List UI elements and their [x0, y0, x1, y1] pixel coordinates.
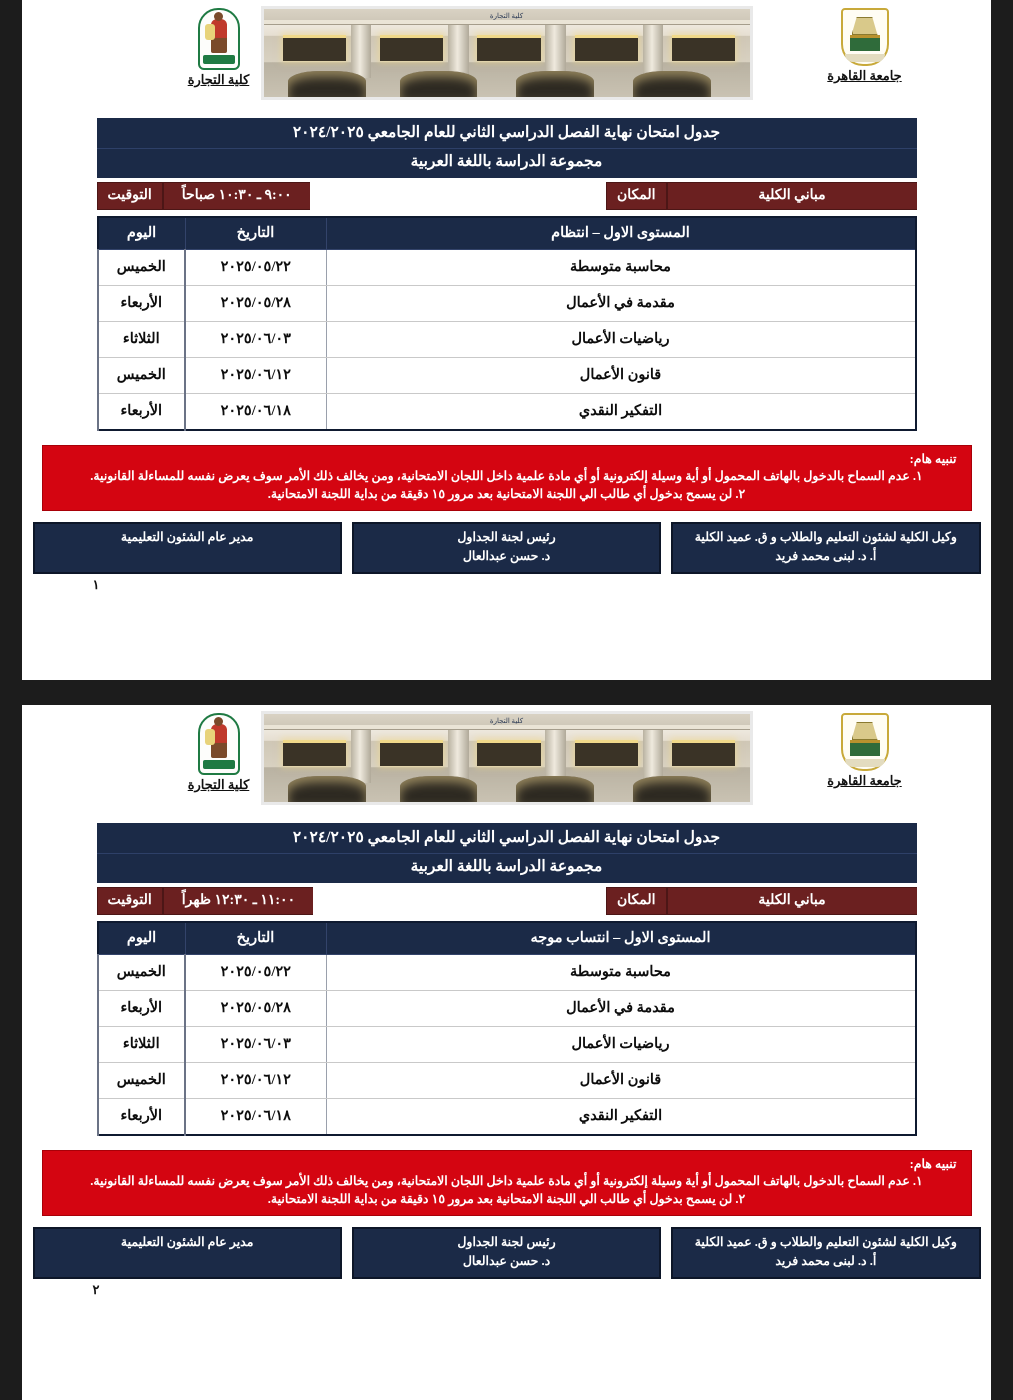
cell-date: ٢٠٢٥/٠٥/٢٨ — [185, 990, 326, 1026]
table-row — [98, 1026, 916, 1062]
cell-subject: التفكير النقدي — [326, 393, 916, 430]
cell-date: ٢٠٢٥/٠٥/٢٢ — [185, 249, 326, 285]
table-header-row — [98, 922, 916, 955]
commerce-emblem-icon — [198, 713, 240, 775]
cell-date: ٢٠٢٥/٠٦/٠٣ — [185, 321, 326, 357]
place-value: مباني الكلية — [667, 182, 917, 210]
cell-subject: مقدمة في الأعمال — [326, 990, 916, 1026]
faculty-logo-caption: كلية التجارة — [187, 777, 250, 792]
column-header-date: التاريخ — [185, 217, 326, 250]
cell-day: الخميس — [98, 357, 186, 393]
signature-name: أ. د. لبنى محمد فريد — [775, 548, 877, 563]
column-header-subject: المستوى الاول – انتساب موجه — [326, 922, 916, 955]
cairo-university-logo — [805, 713, 925, 789]
meta-row-page-1 — [97, 182, 917, 210]
signature-name: د. حسن عبدالعال — [462, 548, 551, 563]
notice-item-1: ١. عدم السماح بالدخول بالهاتف المحمول أو أية وسيلة إلكترونية أو أي مادة علمية داخل اللجان الامتحانية، ومن يخالف ذلك الأمر سوف يعرض نفسه للمساءلة القانونية. — [90, 1173, 923, 1188]
time-group-page-2 — [97, 887, 314, 915]
page-number-2: ٢ — [92, 1281, 100, 1297]
table-row — [98, 1098, 916, 1135]
place-group-page-2 — [606, 887, 917, 915]
cell-day: الأربعاء — [98, 990, 186, 1026]
cell-date: ٢٠٢٥/٠٦/٠٣ — [185, 1026, 326, 1062]
document-page-2 — [22, 705, 991, 1400]
cell-date: ٢٠٢٥/٠٦/١٢ — [185, 1062, 326, 1098]
cell-date: ٢٠٢٥/٠٦/١٨ — [185, 393, 326, 430]
signature-block-education-affairs — [33, 522, 342, 574]
table-row — [98, 249, 916, 285]
table-header-row — [98, 217, 916, 250]
notice-title: تنبيه هام: — [909, 1156, 957, 1171]
cell-date: ٢٠٢٥/٠٦/١٨ — [185, 1098, 326, 1135]
signature-block-vice-dean — [671, 522, 980, 574]
place-group-page-1 — [606, 182, 917, 210]
notice-title: تنبيه هام: — [909, 451, 957, 466]
schedule-table-wrapper-page-1 — [97, 216, 917, 431]
cell-subject: التفكير النقدي — [326, 1098, 916, 1135]
university-logo-caption: جامعة القاهرة — [827, 68, 902, 83]
exam-title-line-1: جدول امتحان نهاية الفصل الدراسي الثاني للعام الجامعي ٢٠٢٤/٢٠٢٥ — [97, 118, 917, 148]
time-group-page-1 — [97, 182, 310, 210]
table-body-page-2 — [98, 954, 916, 1135]
table-row — [98, 954, 916, 990]
meta-spacer — [313, 887, 606, 915]
title-banner-page-2 — [97, 823, 917, 883]
signature-block-schedules-committee — [352, 522, 661, 574]
cell-subject: محاسبة متوسطة — [326, 249, 916, 285]
cell-date: ٢٠٢٥/٠٥/٢٢ — [185, 954, 326, 990]
cell-subject: قانون الأعمال — [326, 1062, 916, 1098]
signature-role: وكيل الكلية لشئون التعليم والطلاب و ق. عميد الكلية — [694, 530, 957, 544]
exam-title-line-2: مجموعة الدراسة باللغة العربية — [97, 148, 917, 177]
place-label: المكان — [606, 182, 667, 210]
meta-row-page-2 — [97, 887, 917, 915]
signature-role: رئيس لجنة الجداول — [457, 530, 556, 544]
cell-subject: قانون الأعمال — [326, 357, 916, 393]
signature-block-education-affairs — [33, 1227, 342, 1279]
university-shield-icon — [841, 713, 889, 771]
cell-day: الأربعاء — [98, 285, 186, 321]
signature-block-schedules-committee — [352, 1227, 661, 1279]
cell-day: الخميس — [98, 1062, 186, 1098]
signature-name: د. حسن عبدالعال — [462, 1253, 551, 1268]
schedule-table-wrapper-page-2 — [97, 921, 917, 1136]
page-number-1: ١ — [92, 576, 100, 592]
table-row — [98, 285, 916, 321]
faculty-building-photo — [261, 6, 753, 100]
time-label: التوقيت — [97, 887, 163, 915]
cell-day: الخميس — [98, 249, 186, 285]
column-header-day: اليوم — [98, 922, 186, 955]
university-shield-icon — [841, 8, 889, 66]
exam-title-line-2: مجموعة الدراسة باللغة العربية — [97, 853, 917, 882]
column-header-subject: المستوى الاول – انتظام — [326, 217, 916, 250]
cell-day: الأربعاء — [98, 1098, 186, 1135]
place-label: المكان — [606, 887, 667, 915]
signature-bar-page-2 — [33, 1227, 981, 1279]
table-row — [98, 1062, 916, 1098]
cell-subject: رياضيات الأعمال — [326, 1026, 916, 1062]
meta-spacer — [310, 182, 606, 210]
building-facade-sign: كلية التجارة — [489, 716, 524, 725]
table-row — [98, 990, 916, 1026]
cell-subject: محاسبة متوسطة — [326, 954, 916, 990]
column-header-date: التاريخ — [185, 922, 326, 955]
exam-title-line-1: جدول امتحان نهاية الفصل الدراسي الثاني للعام الجامعي ٢٠٢٤/٢٠٢٥ — [97, 823, 917, 853]
cell-subject: مقدمة في الأعمال — [326, 285, 916, 321]
commerce-emblem-icon — [198, 8, 240, 70]
column-header-day: اليوم — [98, 217, 186, 250]
cell-day: الثلاثاء — [98, 321, 186, 357]
notice-item-2: ٢. لن يسمح بدخول أي طالب الي اللجنة الامتحانية بعد مرور ١٥ دقيقة من بداية اللجنة الامتحانية. — [267, 486, 746, 501]
time-value: ١١:٠٠ ـ ١٢:٣٠ ظهراً — [163, 887, 313, 915]
title-banner-page-1 — [97, 118, 917, 178]
building-facade-sign: كلية التجارة — [489, 11, 524, 20]
exam-schedule-table-page-2 — [97, 921, 917, 1136]
notice-item-2: ٢. لن يسمح بدخول أي طالب الي اللجنة الامتحانية بعد مرور ١٥ دقيقة من بداية اللجنة الامتحانية. — [267, 1191, 746, 1206]
cell-day: الخميس — [98, 954, 186, 990]
signature-role: مدير عام الشئون التعليمية — [120, 1235, 254, 1249]
signature-role: وكيل الكلية لشئون التعليم والطلاب و ق. عميد الكلية — [694, 1235, 957, 1249]
masthead-page-2 — [47, 705, 967, 823]
important-notice-box-page-1 — [42, 445, 972, 511]
table-row — [98, 393, 916, 430]
important-notice-box-page-2 — [42, 1150, 972, 1216]
cairo-university-logo — [805, 8, 925, 84]
masthead-page-1 — [47, 0, 967, 118]
cell-day: الثلاثاء — [98, 1026, 186, 1062]
place-value: مباني الكلية — [667, 887, 917, 915]
cell-date: ٢٠٢٥/٠٦/١٢ — [185, 357, 326, 393]
signature-role: مدير عام الشئون التعليمية — [120, 530, 254, 544]
document-page-1 — [22, 0, 991, 680]
university-logo-caption: جامعة القاهرة — [827, 773, 902, 788]
signature-role: رئيس لجنة الجداول — [457, 1235, 556, 1249]
cell-date: ٢٠٢٥/٠٥/٢٨ — [185, 285, 326, 321]
faculty-logo-caption: كلية التجارة — [187, 72, 250, 87]
signature-block-vice-dean — [671, 1227, 980, 1279]
table-row — [98, 321, 916, 357]
exam-schedule-table-page-1 — [97, 216, 917, 431]
table-row — [98, 357, 916, 393]
time-value: ٩:٠٠ ـ ١٠:٣٠ صباحاً — [163, 182, 310, 210]
signature-bar-page-1 — [33, 522, 981, 574]
cell-subject: رياضيات الأعمال — [326, 321, 916, 357]
notice-item-1: ١. عدم السماح بالدخول بالهاتف المحمول أو أية وسيلة إلكترونية أو أي مادة علمية داخل اللجان الامتحانية، ومن يخالف ذلك الأمر سوف يعرض نفسه للمساءلة القانونية. — [90, 468, 923, 483]
faculty-building-photo — [261, 711, 753, 805]
signature-name: أ. د. لبنى محمد فريد — [775, 1253, 877, 1268]
table-body-page-1 — [98, 249, 916, 430]
cell-day: الأربعاء — [98, 393, 186, 430]
time-label: التوقيت — [97, 182, 163, 210]
